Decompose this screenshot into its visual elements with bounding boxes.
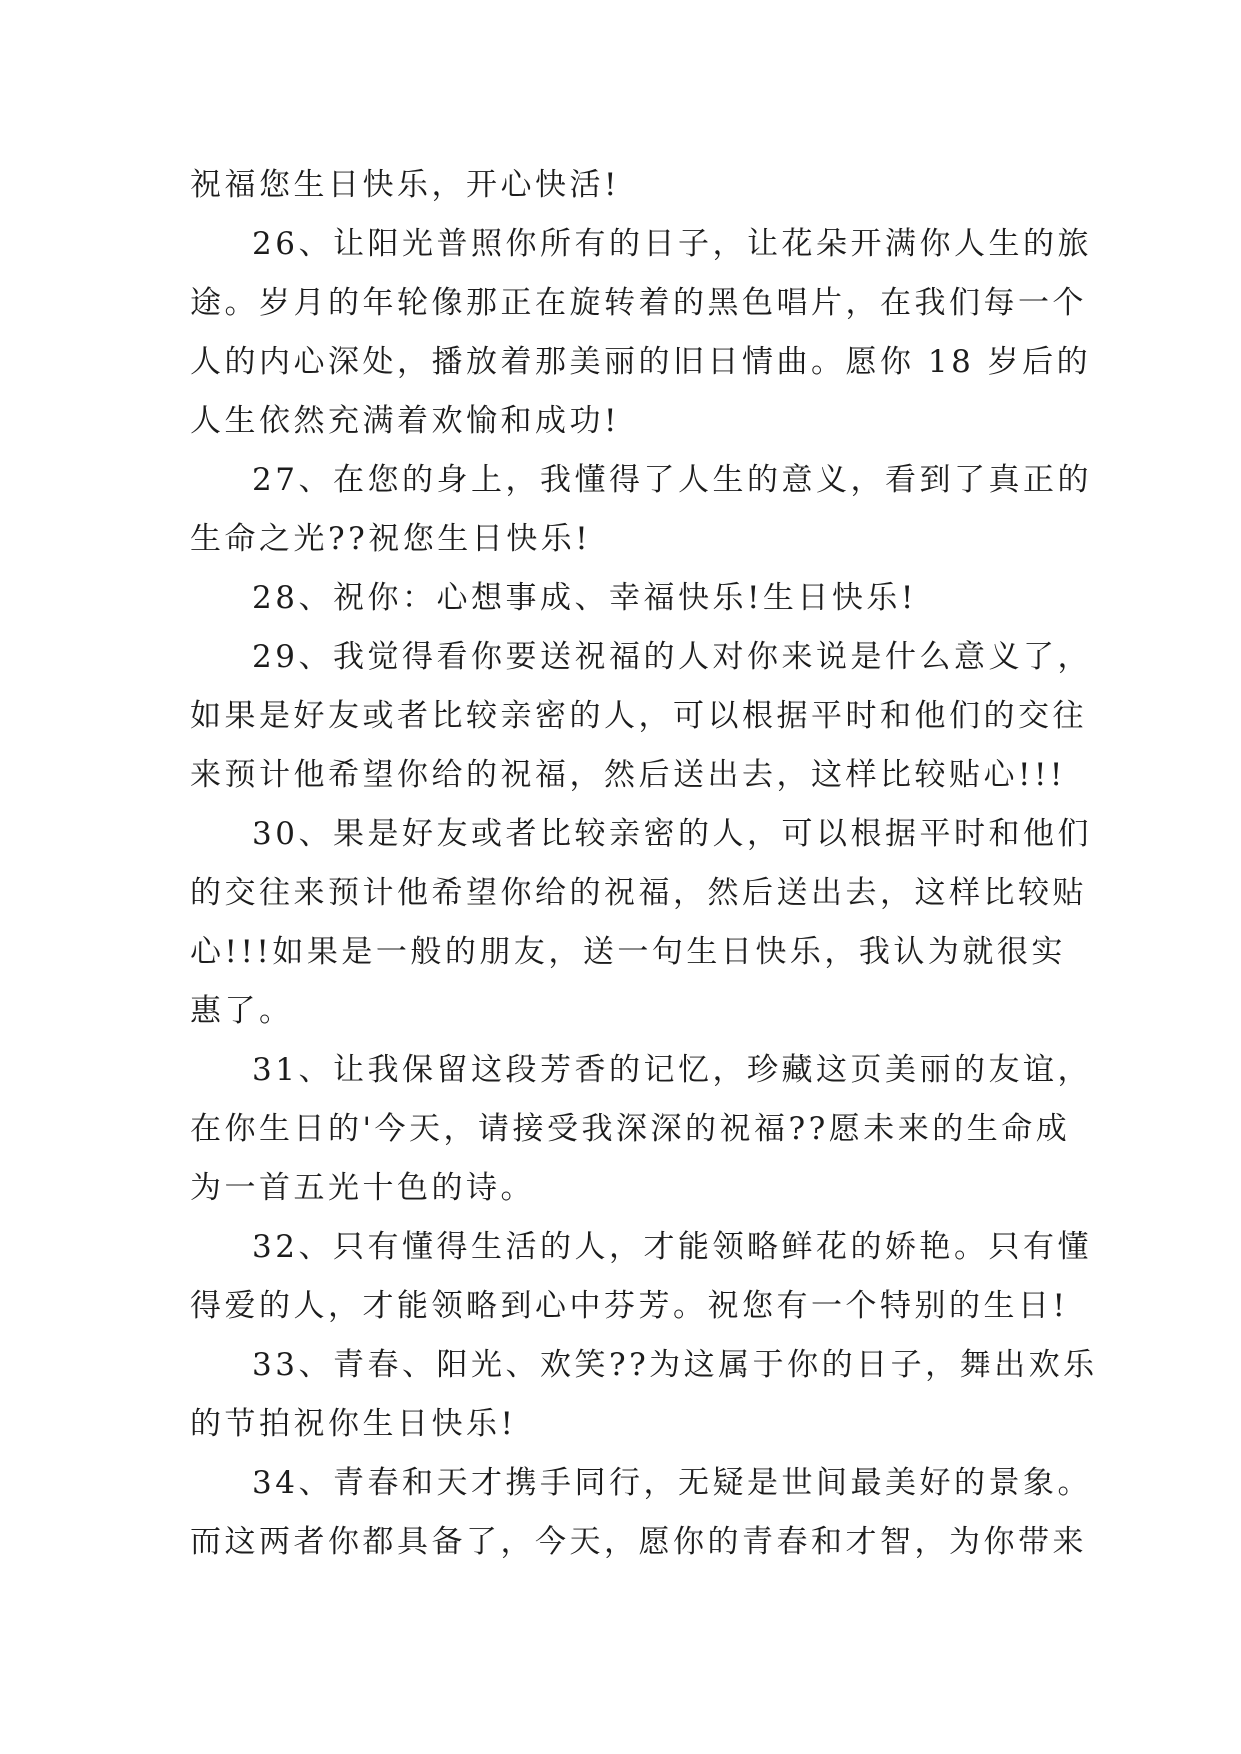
- text-line: 28、祝你：心想事成、幸福快乐!生日快乐!: [252, 580, 917, 616]
- text-line: 人的内心深处，播放着那美丽的旧日情曲。愿你 18 岁后的: [190, 344, 1092, 380]
- text-line: 得爱的人，才能领略到心中芬芳。祝您有一个特别的生日!: [190, 1288, 1069, 1324]
- text-line: 的交往来预计他希望你给的祝福，然后送出去，这样比较贴: [190, 875, 1087, 911]
- text-line: 30、果是好友或者比较亲密的人，可以根据平时和他们: [252, 816, 1092, 852]
- text-line: 27、在您的身上，我懂得了人生的意义，看到了真正的: [252, 462, 1092, 498]
- text-line: 26、让阳光普照你所有的日子，让花朵开满你人生的旅: [252, 226, 1092, 262]
- text-line: 生命之光??祝您生日快乐!: [190, 521, 592, 557]
- text-line: 如果是好友或者比较亲密的人，可以根据平时和他们的交往: [190, 698, 1087, 734]
- text-line: 34、青春和天才携手同行，无疑是世间最美好的景象。: [252, 1465, 1092, 1501]
- text-line: 在你生日的'今天，请接受我深深的祝福??愿未来的生命成: [190, 1111, 1071, 1147]
- text-line: 32、只有懂得生活的人，才能领略鲜花的娇艳。只有懂: [252, 1229, 1092, 1265]
- text-line: 惠了。: [190, 993, 294, 1029]
- text-line: 29、我觉得看你要送祝福的人对你来说是什么意义了，: [252, 639, 1092, 675]
- text-line: 33、青春、阳光、欢笑??为这属于你的日子，舞出欢乐: [252, 1347, 1098, 1383]
- text-line: 心!!!如果是一般的朋友，送一句生日快乐，我认为就很实: [190, 934, 1066, 970]
- text-line: 祝福您生日快乐，开心快活!: [190, 167, 620, 203]
- text-line: 31、让我保留这段芳香的记忆，珍藏这页美丽的友谊，: [252, 1052, 1092, 1088]
- document-body: [190, 156, 1098, 1572]
- text-line: 途。岁月的年轮像那正在旋转着的黑色唱片，在我们每一个: [190, 285, 1087, 321]
- text-line: 的节拍祝你生日快乐!: [190, 1406, 517, 1442]
- text-line: 而这两者你都具备了，今天，愿你的青春和才智，为你带来: [190, 1524, 1087, 1560]
- text-line: 人生依然充满着欢愉和成功!: [190, 403, 620, 439]
- text-line: 为一首五光十色的诗。: [190, 1170, 535, 1206]
- text-line: 来预计他希望你给的祝福，然后送出去，这样比较贴心!!!: [190, 757, 1066, 793]
